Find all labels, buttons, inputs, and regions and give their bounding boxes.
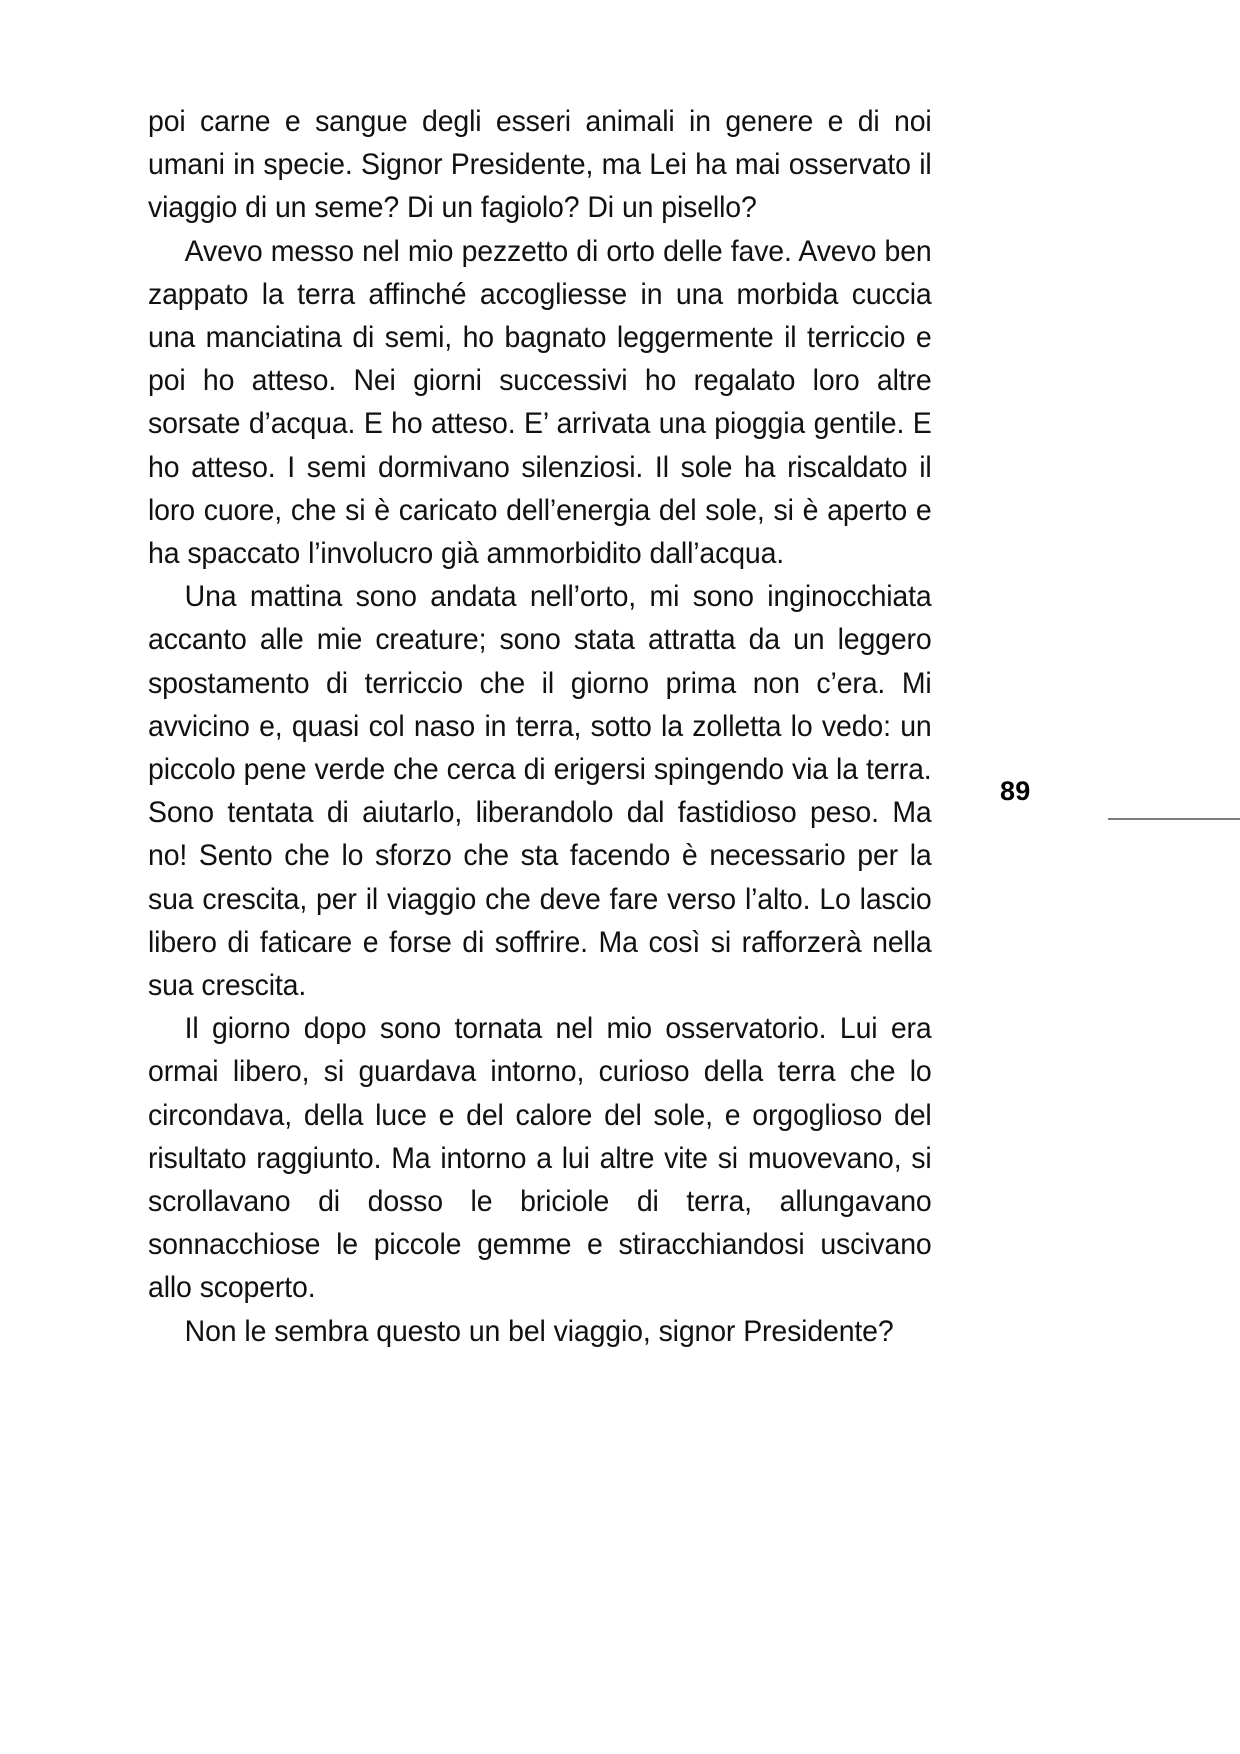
paragraph: Una mattina sono andata nell’orto, mi sono inginocchiata accanto alle mie creature; sono stata attratta da un leggero spostamento di terriccio che il giorno prima non c’era. Mi avvicino e, quasi col naso in terra, sotto la zolletta lo vedo: un piccolo pene verde che cerca di erigersi spingendo via la terra. Sono tentata di aiutarlo, liberandolo dal fastidioso peso. Ma no! Sento che lo sforzo che sta facendo è necessario per la sua crescita, per il viaggio che deve fare verso l’alto. Lo lascio libero di faticare e forse di soffrire. Ma così si rafforzerà nella sua crescita. bbox=[148, 580, 932, 1003]
folio-divider-rule bbox=[1108, 818, 1240, 820]
body-text-column bbox=[148, 100, 960, 1353]
paragraph: poi carne e sangue degli esseri animali in genere e di noi umani in specie. Signor Presidente, ma Lei ha mai osservato il viaggio di un seme? Di un fagiolo? Di un pisello? bbox=[148, 105, 932, 225]
folio-block bbox=[1000, 775, 1240, 807]
paragraph: Non le sembra questo un bel viaggio, signor Presidente? bbox=[184, 1314, 894, 1348]
paragraph: Il giorno dopo sono tornata nel mio osservatorio. Lui era ormai libero, si guardava intorno, curioso della terra che lo circondava, della luce e del calore del sole, e orgoglioso del risultato raggiunto. Ma intorno a lui altre vite si muovevano, si scrollavano di dosso le briciole di terra, allungavano sonnacchiose le piccole gemme e stiracchiandosi uscivano allo scoperto. bbox=[148, 1012, 932, 1305]
paragraph: Avevo messo nel mio pezzetto di orto delle fave. Avevo ben zappato la terra affinché accogliesse in una morbida cuccia una manciatina di semi, ho bagnato leggermente il terriccio e poi ho atteso. Nei giorni successivi ho regalato loro altre sorsate d’acqua. E ho atteso. E’ arrivata una pioggia gentile. E ho atteso. I semi dormivano silenziosi. Il sole ha riscaldato il loro cuore, che si è caricato dell’energia del sole, si è aperto e ha spaccato l’involucro già ammorbidito dall’acqua. bbox=[148, 234, 932, 571]
page-number: 89 bbox=[1000, 776, 1031, 806]
